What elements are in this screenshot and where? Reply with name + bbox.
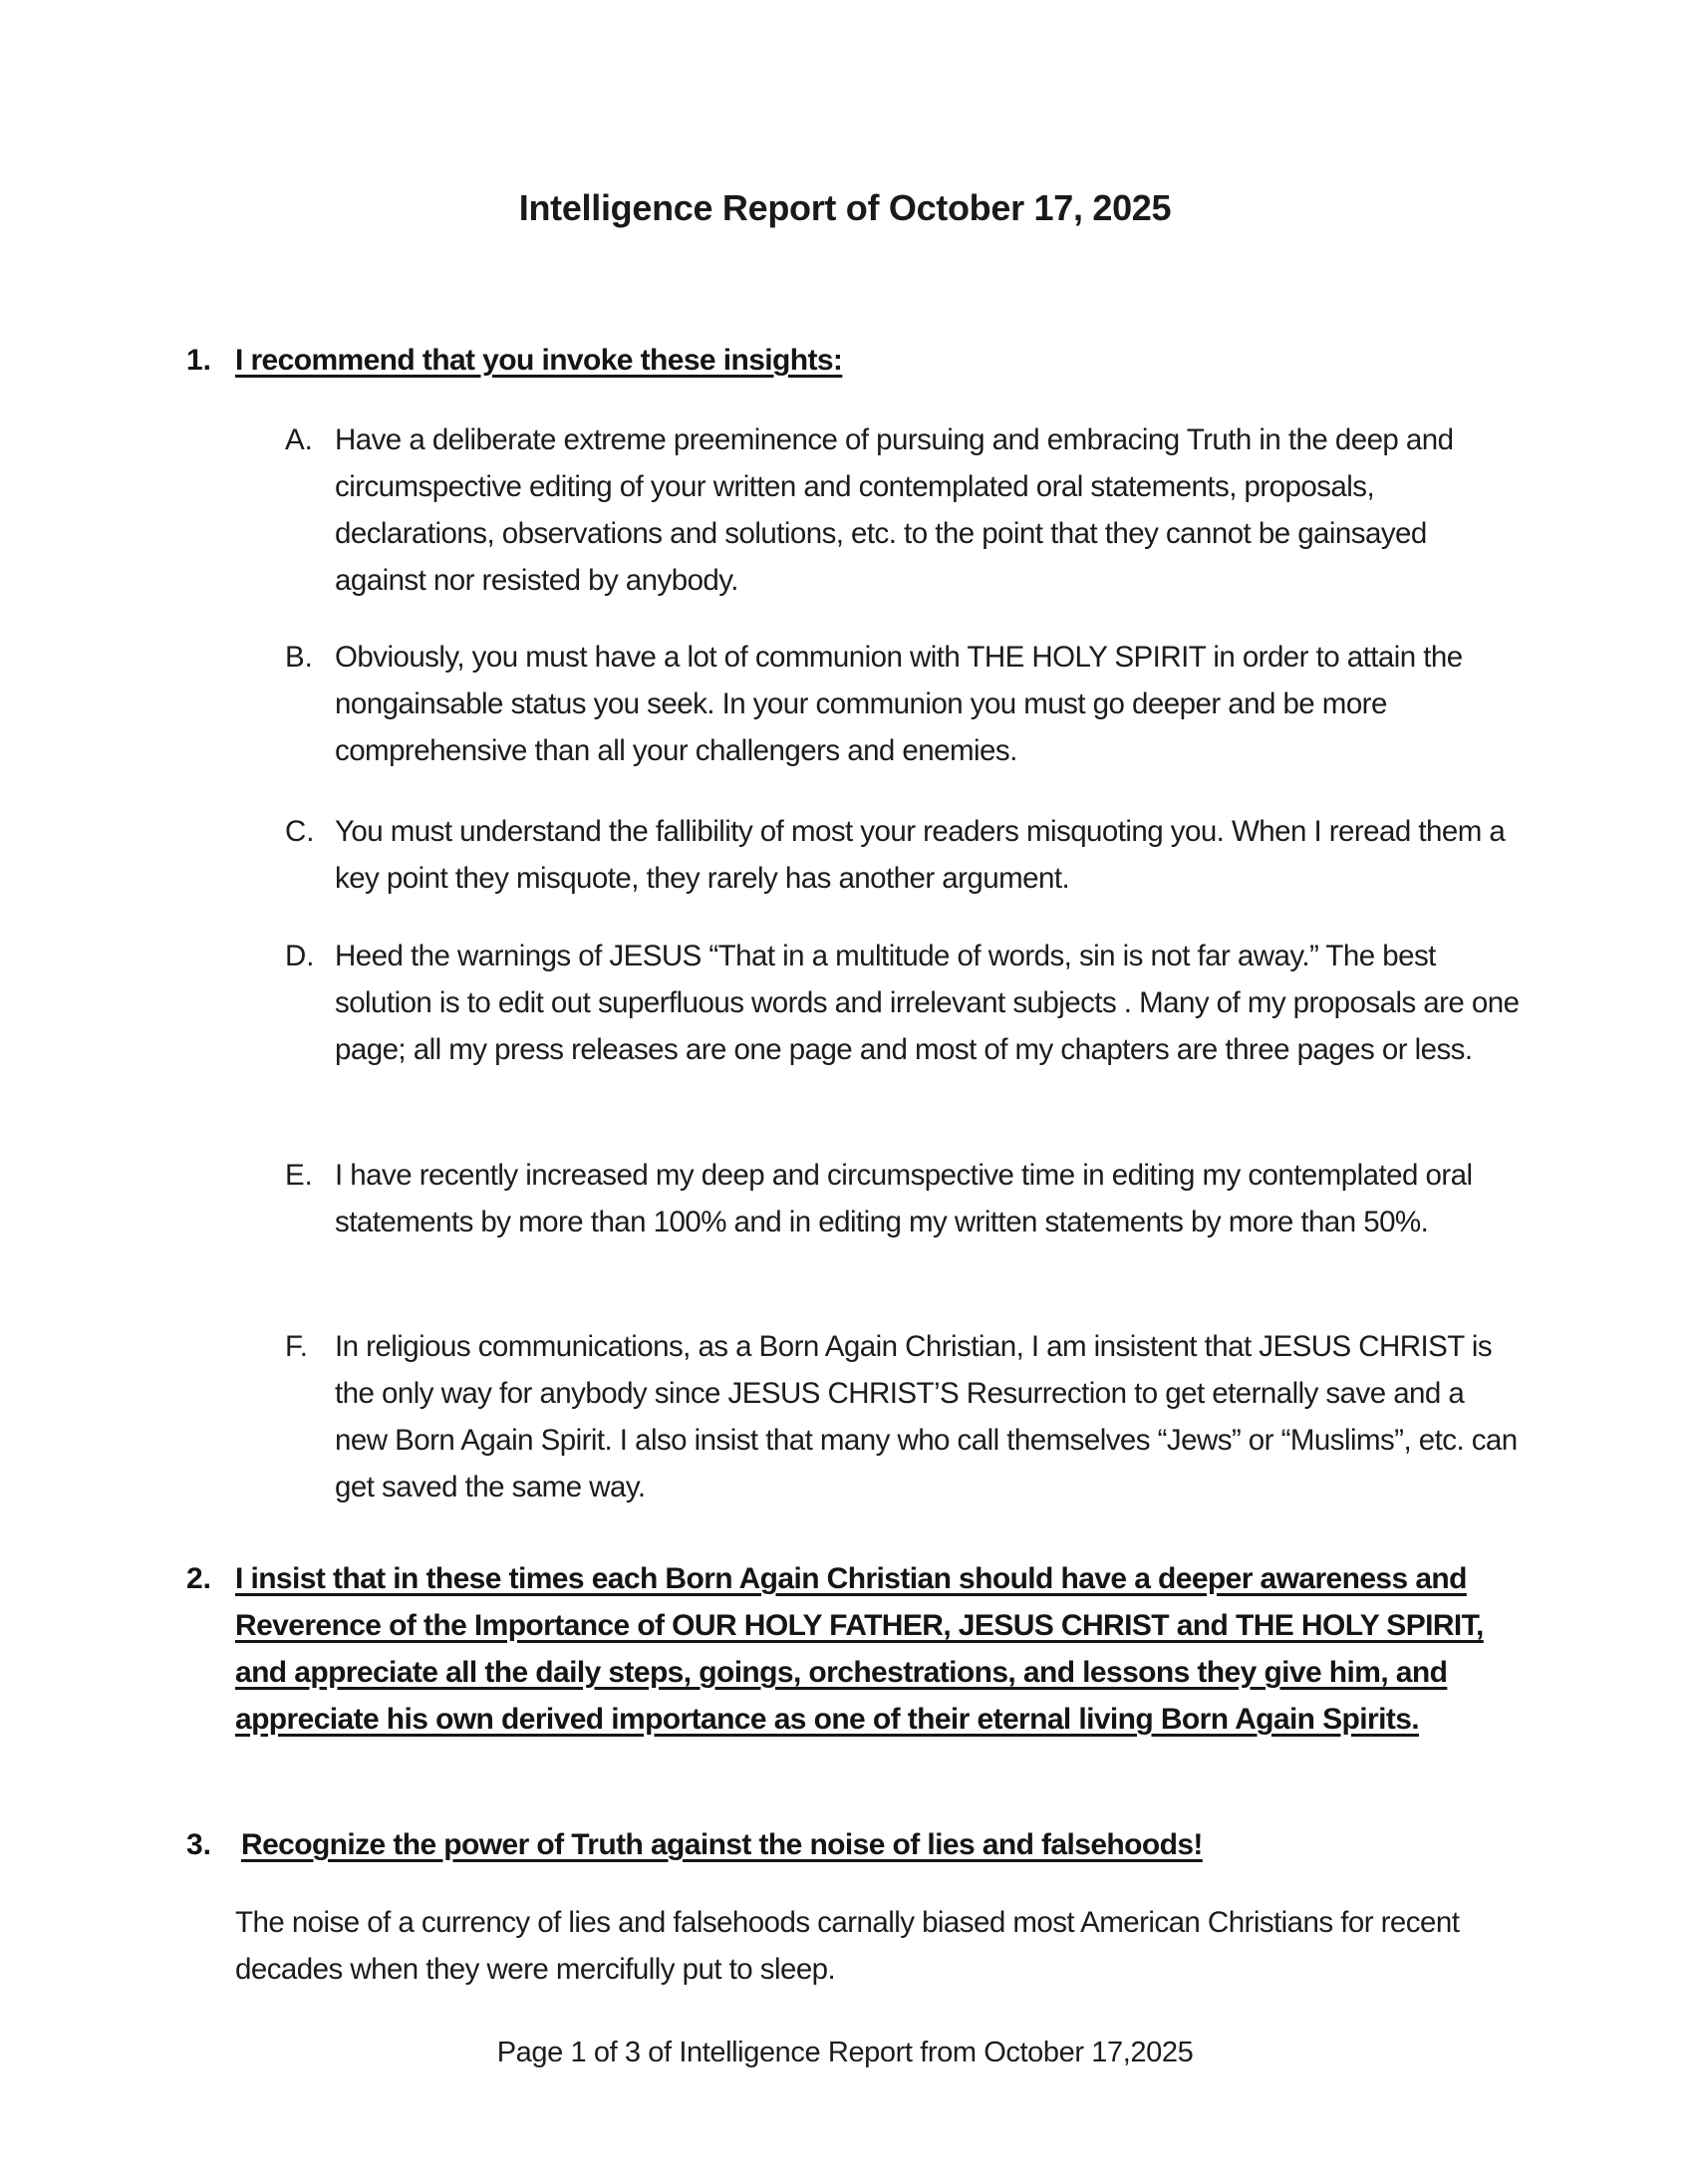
page-footer: Page 1 of 3 of Intelligence Report from October 17,2025 (496, 2037, 1194, 2068)
item-letter: D. (285, 940, 315, 972)
section-heading-text: Recognize the power of Truth against the noise of lies and falsehoods! (241, 1828, 1203, 1861)
section-number: 3. (186, 1828, 212, 1861)
section-number: 1. (186, 344, 212, 377)
list-item-f (285, 1323, 1521, 1510)
item-letter: E. (285, 1159, 313, 1192)
section-heading-text: I insist that in these times each Born Again Christian should have a deeper awareness and Reverence of the Importance of OUR HOLY FATHER, JESUS CHRIST and THE HOLY SPIRIT, and appreciate all the daily steps, goings, orchestrations, and lessons they give him, and appreciate his own derived importance as one of their eternal living Born Again Spirits. (235, 1562, 1484, 1736)
item-letter: B. (285, 641, 313, 674)
item-letter: A. (285, 423, 313, 456)
item-letter: F. (285, 1330, 308, 1363)
section-number: 2. (186, 1562, 212, 1595)
item-text: I have recently increased my deep and circumspective time in editing my contemplated oral statements by more than 100% and in editing my written statements by more than 50%. (335, 1159, 1473, 1238)
list-item-e (285, 1152, 1521, 1245)
section-3-heading (186, 1821, 1522, 1868)
item-text: You must understand the fallibility of most your readers misquoting you. When I reread them a key point they misquote, they rarely has another argument. (335, 815, 1506, 895)
item-letter: C. (285, 815, 315, 848)
list-item-c (285, 808, 1521, 902)
item-text: In religious communications, as a Born Again Christian, I am insistent that JESUS CHRIST is the only way for anybody since JESUS CHRIST’S Resurrection to get eternally save and a new Born Again Spirit. I also insist that many who call themselves “Jews” or “Muslims”, etc. can get saved the same way. (335, 1330, 1518, 1503)
section-heading-text: I recommend that you invoke these insights: (235, 344, 843, 377)
list-item-a (285, 416, 1521, 604)
item-text: Obviously, you must have a lot of communion with THE HOLY SPIRIT in order to attain the nongainsable status you seek. In your communion you must go deeper and be more comprehensive than all your challengers and enemies. (335, 641, 1463, 767)
section-3-paragraph: The noise of a currency of lies and falsehoods carnally biased most American Christians for recent decades when they were mercifully put to sleep. (235, 1906, 1460, 1986)
page-title: Intelligence Report of October 17, 2025 (518, 187, 1172, 228)
item-text: Have a deliberate extreme preeminence of pursuing and embracing Truth in the deep and circumspective editing of your written and contemplated oral statements, proposals, declarations, observations and solutions, etc. to the point that they cannot be gainsayed against nor resisted by anybody. (335, 423, 1454, 597)
item-text: Heed the warnings of JESUS “That in a multitude of words, sin is not far away.” The best solution is to edit out superfluous words and irrelevant subjects . Many of my proposals are one page; all my press releases are one page and most of my chapters are three pages or less. (335, 940, 1520, 1066)
section-2-heading (186, 1555, 1522, 1743)
list-item-d (285, 933, 1521, 1073)
section-1-heading (186, 337, 1522, 384)
list-item-b (285, 634, 1521, 774)
